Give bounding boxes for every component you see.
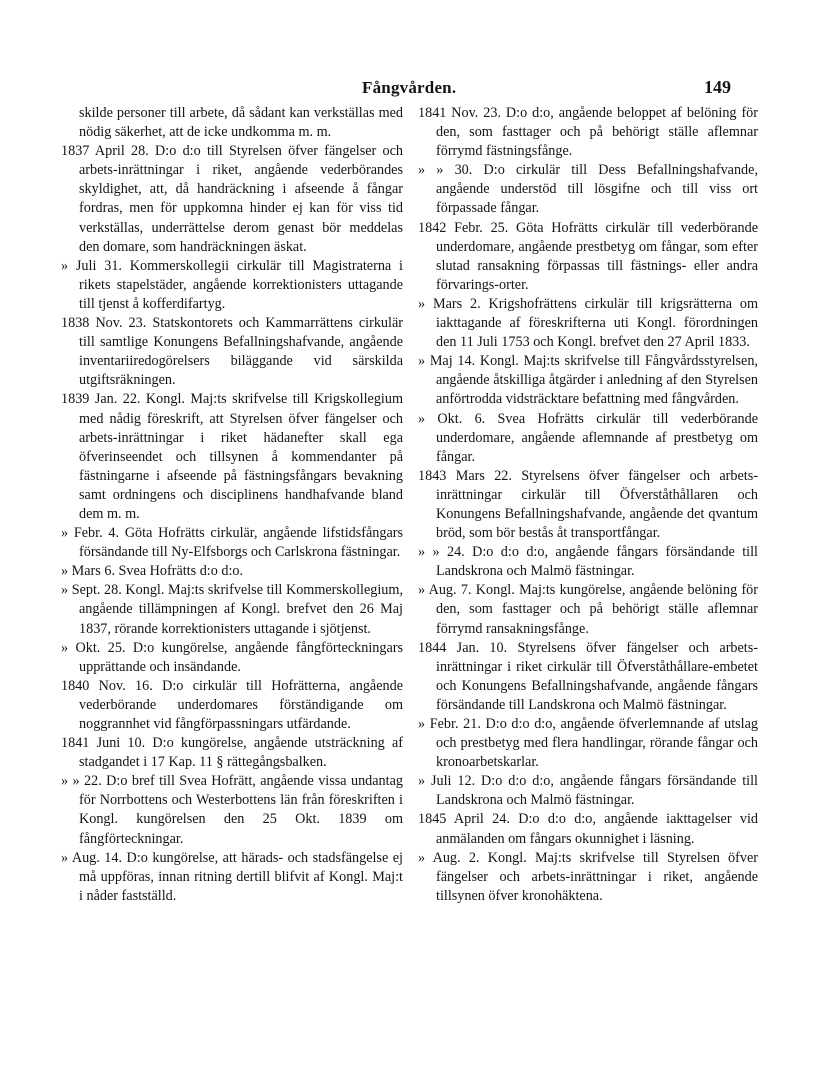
list-item: » Mars 6. Svea Hofrätts d:o d:o. [61,563,244,580]
list-item: » Maj 14. Kongl. Maj:ts skrifvelse till Fångvårdsstyrelsen, angående åtskilliga åtgärder i anledning af den Styrelsen anförtrodda vidsträcktare befattning med fångvården. [418,353,758,408]
list-item: » » 30. D:o cirkulär till Dess Befallningshafvande, angående understöd till lösgifne och till viss ort förpassade fångar. [418,162,758,217]
list-item: » Febr. 4. Göta Hofrätts cirkulär, angående lifstidsfångars försändande till Ny-Elfsborgs och Carlskrona fästningar. [61,525,403,561]
list-item: 1840 Nov. 16. D:o cirkulär till Hofrätterna, angående vederbörande underdomares förständigande om noggrannhet vid fångförpassningars utfärdande. [61,677,403,732]
list-item: » Aug. 14. D:o kungörelse, att härads- och stadsfängelse ej må uppföras, innan ritning dertill blifvit af Kongl. Maj:t i nåder fastställd. [61,849,403,904]
list-item: » Mars 2. Krigshofrättens cirkulär till krigsrätterna om iakttagande af föreskrifterna uti Kongl. förordningen den 11 Juli 1753 och Kongl. brefvet den 27 April 1833. [418,295,758,351]
list-item: 1838 Nov. 23. Statskontorets och Kammarrättens cirkulär till samtlige Konungens Befallningshafvande, angående inventariiredogörelsers biläggande vid särskilda utgiftsräkningen. [61,315,403,389]
list-item: » Juli 12. D:o d:o d:o, angående fångars försändande till Landskrona och Malmö fästningar. [418,773,758,809]
list-item: 1844 Jan. 10. Styrelsens öfver fängelser och arbets-inrättningar i riket cirkulär till Öfverståthållare-embetet och Konungens Befallningshafvande, angående fångars försändande till Landskrona och Malmö fästningar. [418,639,758,713]
list-item: » Aug. 7. Kongl. Maj:ts kungörelse, angående belöning för den, som fasttager och på behörigt ställe aflemnar förrymd ransakningsfånge. [418,582,758,637]
list-item: 1841 Nov. 23. D:o d:o, angående beloppet af belöning för den, som fasttager och på behörigt ställe aflemnar förrymd fästningsfånge. [418,105,758,160]
list-item: 1841 Juni 10. D:o kungörelse, angående utsträckning af stadgandet i 17 Kap. 11 § rättegångsbalken. [61,735,403,771]
running-title: Fångvården. [362,78,457,97]
list-item: 1837 April 28. D:o d:o till Styrelsen öfver fängelser och arbets-inrättningar i riket, angående vederbörandes skyldighet, att, då handräckning i afseende å fångar fordras, men för uppkomna hinder ej kan för viss tid verkställas, underrättelse derom genast bör meddelas den domare, som handräckningen äskat. [61,143,403,255]
list-item: » Febr. 21. D:o d:o d:o, angående öfverlemnande af utslag och prestbetyg med flera handlingar, rörande fångar och kronoarbetskarlar. [418,716,758,771]
right-column [418,104,758,906]
list-item: » Juli 31. Kommerskollegii cirkulär till Magistraterna i rikets stapelstäder, angående korrektionisters uttagande till tjenst å kofferdifartyg. [61,257,403,312]
list-item: » » 24. D:o d:o d:o, angående fångars försändande till Landskrona och Malmö fästningar. [418,544,758,580]
left-column [61,104,403,906]
list-item: 1842 Febr. 25. Göta Hofrätts cirkulär till vederbörande underdomare, angående prestbetyg om fångar, som efter slutad ransakning förpassas till fästnings- eller andra förvarings-orter. [418,219,758,293]
list-item: » » 22. D:o bref till Svea Hofrätt, angående vissa undantag för Norrbottens och Westerbottens län från föreskriften i Kongl. kungörelsen den 25 Okt. 1839 om fångförteckningar. [61,773,403,847]
list-item: 1843 Mars 22. Styrelsens öfver fängelser och arbets-inrättningar cirkulär till Öfverståthållaren och Konungens Befallningshafvande, angående det qvantum bröd, som bör bestås åt transportfångar. [418,467,758,542]
page-number: 149 [704,77,731,97]
list-item: » Sept. 28. Kongl. Maj:ts skrifvelse till Kommerskollegium, angående tillämpningen af Kongl. brefvet den 26 Maj 1837, rörande korrektionisters uttagande i sjötjenst. [61,582,403,637]
list-item: 1839 Jan. 22. Kongl. Maj:ts skrifvelse till Krigskollegium med nådig föreskrift, att Styrelsen öfver fängelser och arbets-inrättningar i riket hädanefter skall ega öfverinseendet och tillsynen å kommendanter på fästningarne i afseende på fästningsfångars bevakning samt ordningens och disciplinens handhafvande bland dem m. m. [61,391,403,522]
list-item: » Okt. 6. Svea Hofrätts cirkulär till vederbörande underdomare, angående aflemnande af prestbetyg om fångar. [418,410,758,465]
list-item: » Aug. 2. Kongl. Maj:ts skrifvelse till Styrelsen öfver fängelser och arbets-inrättningar i riket, angående tillsynen öfver kronohäktena. [418,849,758,904]
list-item: » Okt. 25. D:o kungörelse, angående fångförteckningars upprättande och insändande. [61,639,403,675]
list-item: skilde personer till arbete, då sådant kan verkställas med nödig säkerhet, att de icke undkomma m. m. [79,105,403,141]
list-item: 1845 April 24. D:o d:o d:o, angående iakttagelser vid anmälanden om fångars okunnighet i läsning. [418,811,758,847]
